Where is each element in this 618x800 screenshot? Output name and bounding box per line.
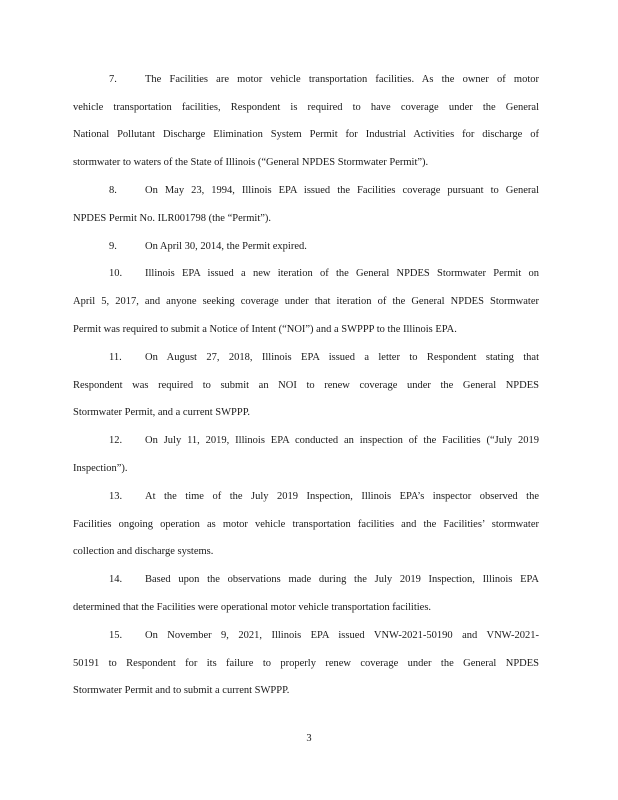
paragraph-14-line-1: 14. Based upon the observations made during the July 2019 Inspection, Illinois EPA [109,574,539,585]
paragraph-11-line-1: 11. On August 27, 2018, Illinois EPA issued a letter to Respondent stating that [109,352,539,363]
paragraph-7-line-1: 7. The Facilities are motor vehicle transportation facilities. As the owner of motor [109,74,539,85]
paragraph-10-line-1: 10. Illinois EPA issued a new iteration of the General NPDES Stormwater Permit on [109,268,539,279]
paragraph-13-line-3: collection and discharge systems. [73,546,214,557]
paragraph-15-number: 15. [109,630,123,641]
paragraph-11-line-2: Respondent was required to submit an NOI to renew coverage under the General NPDES [73,380,539,391]
paragraph-8-number: 8. [109,185,117,196]
paragraph-10-line-3: Permit was required to submit a Notice of Intent (“NOI”) and a SWPPP to the Illinois EPA. [73,324,457,335]
paragraph-13-line-1: 13. At the time of the July 2019 Inspection, Illinois EPA’s inspector observed the [109,491,539,502]
paragraph-9-number: 9. [109,241,117,252]
paragraph-14-line-2: determined that the Facilities were operational motor vehicle transportation facilities. [73,602,432,613]
paragraph-7-line-2: vehicle transportation facilities, Respondent is required to have coverage under the General [73,102,539,113]
paragraph-15-line-1: 15. On November 9, 2021, Illinois EPA issued VNW-2021-50190 and VNW-2021- [109,630,539,641]
paragraph-14-number: 14. [109,574,123,585]
paragraph-15-line-2: 50191 to Respondent for its failure to properly renew coverage under the General NPDES [73,658,539,669]
page-number: 3 [306,733,312,744]
paragraph-10-line-2: April 5, 2017, and anyone seeking coverage under that iteration of the General NPDES Stormwater [73,296,539,307]
paragraph-15-line-3: Stormwater Permit and to submit a current SWPPP. [73,685,290,696]
paragraph-12-number: 12. [109,435,123,446]
paragraph-7-line-4: stormwater to waters of the State of Illinois (“General NPDES Stormwater Permit”). [73,157,429,168]
paragraph-11-line-3: Stormwater Permit, and a current SWPPP. [73,407,251,418]
paragraph-12-line-2: Inspection”). [73,463,128,474]
paragraph-7-line-3: National Pollutant Discharge Elimination System Permit for Industrial Activities for discharge of [73,129,539,140]
paragraph-8-line-2: NPDES Permit No. ILR001798 (the “Permit”). [73,213,272,224]
paragraph-11-number: 11. [109,352,122,363]
paragraph-10-number: 10. [109,268,123,279]
paragraph-12-line-1: 12. On July 11, 2019, Illinois EPA conducted an inspection of the Facilities (“July 2019 [109,435,539,446]
paragraph-7-number: 7. [109,74,117,85]
paragraph-13-number: 13. [109,491,123,502]
paragraph-8-line-1: 8. On May 23, 1994, Illinois EPA issued the Facilities coverage pursuant to General [109,185,539,196]
paragraph-13-line-2: Facilities ongoing operation as motor vehicle transportation facilities and the Facilities’ stormwater [73,519,539,530]
paragraph-9-line-1: 9. On April 30, 2014, the Permit expired. [109,241,307,252]
